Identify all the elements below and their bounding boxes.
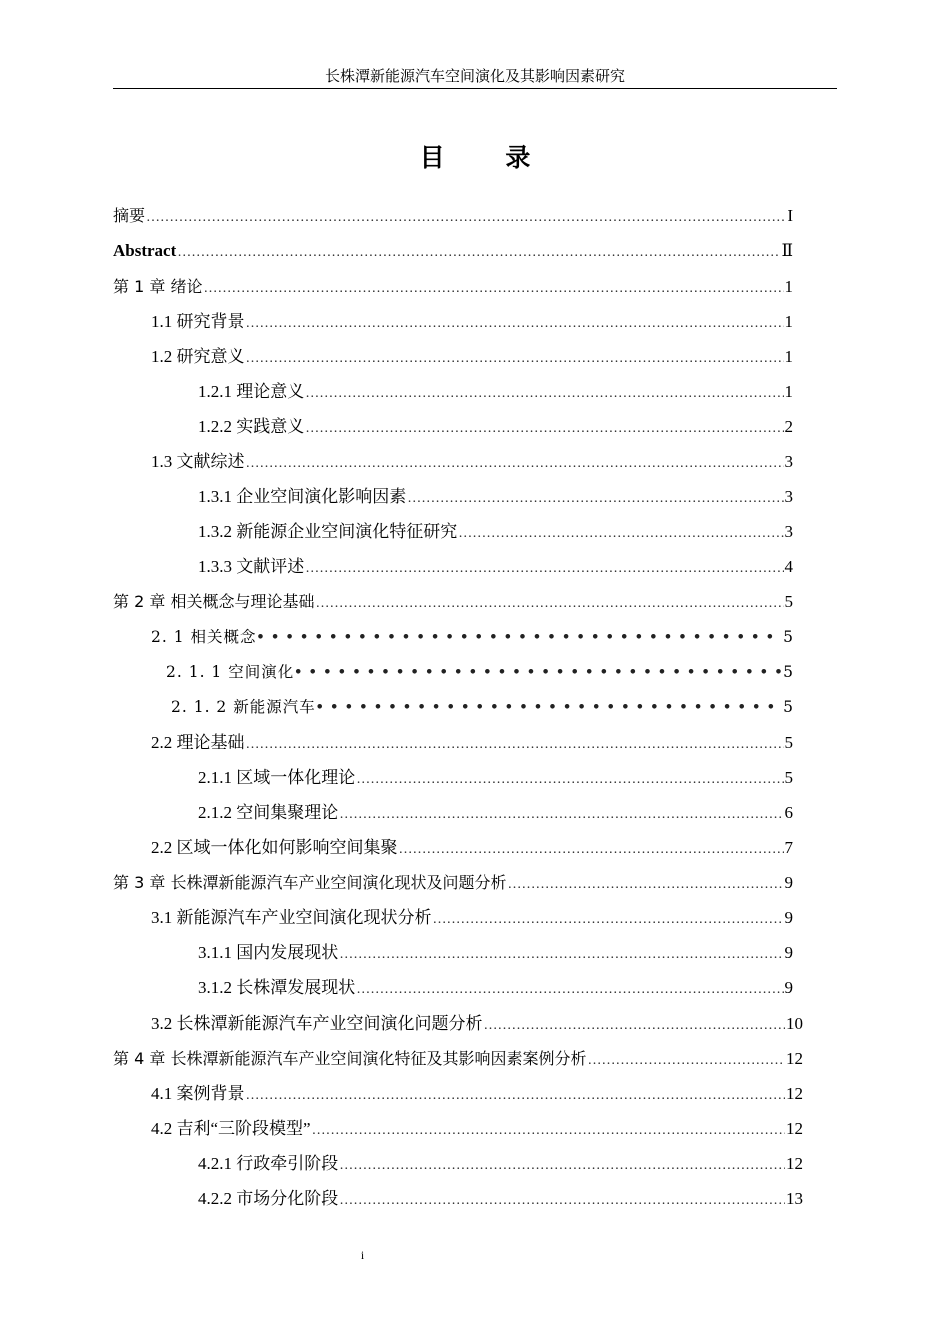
toc-entry-chapter-1[interactable] bbox=[113, 274, 793, 300]
dot-leader bbox=[356, 767, 783, 791]
toc-entry-2-2-1[interactable] bbox=[198, 765, 793, 791]
toc-entry-page: 9 bbox=[784, 978, 793, 997]
toc-entry-chapter-2[interactable] bbox=[113, 589, 793, 615]
toc-entry-label: 4.1 案例背景 bbox=[151, 1084, 245, 1103]
toc-entry-4-1[interactable] bbox=[151, 1081, 803, 1107]
toc-entry-2-3[interactable] bbox=[151, 835, 793, 861]
toc-entry-page: 5 bbox=[783, 698, 794, 716]
dot-leader bbox=[295, 659, 782, 685]
dot-leader bbox=[315, 591, 783, 615]
toc-entry-page: 1 bbox=[784, 277, 793, 296]
dot-leader bbox=[407, 486, 783, 510]
toc-entry-label: 摘要 bbox=[113, 206, 146, 225]
toc-entry-page: Ⅱ bbox=[781, 241, 793, 260]
toc-entry-label: 1.3.1 企业空间演化影响因素 bbox=[198, 487, 407, 506]
dot-leader bbox=[587, 1048, 785, 1072]
dot-leader bbox=[339, 1153, 785, 1177]
toc-entry-2-2[interactable] bbox=[151, 730, 793, 756]
toc-entry-page: 3 bbox=[784, 522, 793, 541]
dot-leader bbox=[484, 1013, 786, 1037]
toc-entry-chapter-4[interactable] bbox=[113, 1046, 803, 1072]
toc-entry-label: 第 3 章 长株潭新能源汽车产业空间演化现状及问题分析 bbox=[113, 873, 507, 892]
dot-leader bbox=[246, 1083, 786, 1107]
toc-entry-page: 5 bbox=[783, 628, 794, 646]
toc-entry-4-2[interactable] bbox=[151, 1116, 803, 1142]
toc-entry-page: 1 bbox=[784, 312, 793, 331]
toc-entry-page: 5 bbox=[784, 768, 793, 787]
toc-entry-1-3-3[interactable] bbox=[198, 554, 793, 580]
toc-entry-page: 6 bbox=[784, 803, 793, 822]
toc-entry-label: 2. 1. 1 空间演化 bbox=[166, 663, 295, 681]
toc-entry-label: 2. 1 相关概念 bbox=[151, 628, 257, 646]
toc-entry-page: 9 bbox=[784, 908, 793, 927]
toc-entry-1-2-2[interactable] bbox=[198, 414, 793, 440]
toc-entry-page: 3 bbox=[784, 452, 793, 471]
toc-entry-label: 1.2.2 实践意义 bbox=[198, 417, 305, 436]
toc-entry-label: 1.2.1 理论意义 bbox=[198, 382, 305, 401]
toc-entry-label: 3.1.2 长株潭发展现状 bbox=[198, 978, 356, 997]
dot-leader bbox=[356, 977, 783, 1001]
toc-entry-abstract-en[interactable] bbox=[113, 238, 793, 264]
toc-entry-label: 1.3.2 新能源企业空间演化特征研究 bbox=[198, 522, 458, 541]
dot-leader bbox=[433, 907, 784, 931]
dot-leader bbox=[305, 381, 783, 405]
toc-entry-page: 7 bbox=[784, 838, 793, 857]
toc-entry-label: 4.2.2 市场分化阶段 bbox=[198, 1189, 339, 1208]
toc-entry-page: 9 bbox=[784, 943, 793, 962]
page-number: i bbox=[360, 1248, 365, 1262]
dot-leader bbox=[339, 1188, 785, 1212]
running-header: 长株潭新能源汽车空间演化及其影响因素研究 bbox=[324, 69, 625, 85]
dot-leader bbox=[312, 1118, 785, 1142]
toc-entry-page: 2 bbox=[784, 417, 793, 436]
toc-entry-page: 4 bbox=[784, 557, 793, 576]
toc-entry-label: 4.2.1 行政牵引阶段 bbox=[198, 1154, 339, 1173]
toc-entry-3-1-2[interactable] bbox=[198, 975, 793, 1001]
dot-leader bbox=[507, 872, 783, 896]
toc-entry-page: I bbox=[787, 206, 793, 225]
dot-leader bbox=[246, 451, 784, 475]
toc-entry-page: 12 bbox=[786, 1084, 803, 1103]
toc-entry-page: 12 bbox=[786, 1154, 803, 1173]
toc-entry-page: 5 bbox=[784, 733, 793, 752]
header-rule bbox=[113, 88, 837, 89]
toc-entry-page: 9 bbox=[784, 873, 793, 892]
dot-leader bbox=[246, 346, 784, 370]
toc-entry-label: 4.2 吉利“三阶段模型” bbox=[151, 1119, 311, 1138]
toc-entry-label: 1.3 文献综述 bbox=[151, 452, 245, 471]
toc-entry-label: 第 2 章 相关概念与理论基础 bbox=[113, 592, 315, 611]
dot-leader bbox=[339, 802, 783, 826]
toc-entry-page: 12 bbox=[786, 1119, 803, 1138]
toc-entry-label: 2.1.1 区域一体化理论 bbox=[198, 768, 356, 787]
dot-leader bbox=[146, 205, 786, 229]
toc-entry-label: 3.1.1 国内发展现状 bbox=[198, 943, 339, 962]
toc-entry-label: 2.2 区域一体化如何影响空间集聚 bbox=[151, 838, 398, 857]
toc-entry-page: 10 bbox=[786, 1014, 803, 1033]
toc-entry-1-2[interactable] bbox=[151, 344, 793, 370]
dot-leader bbox=[305, 416, 783, 440]
toc-entry-label: 1.3.3 文献评述 bbox=[198, 557, 305, 576]
dot-leader bbox=[458, 521, 783, 545]
toc-entry-label: 2. 1. 2 新能源汽车 bbox=[171, 698, 316, 716]
toc-entry-label: 3.1 新能源汽车产业空间演化现状分析 bbox=[151, 908, 432, 927]
toc-entry-3-2[interactable] bbox=[151, 1011, 803, 1037]
toc-entry-chapter-3[interactable] bbox=[113, 870, 793, 896]
toc-entry-1-3-2[interactable] bbox=[198, 519, 793, 545]
dot-leader bbox=[305, 556, 783, 580]
toc-entry-label: 2.1.2 空间集聚理论 bbox=[198, 803, 339, 822]
toc-entry-label: 1.2 研究意义 bbox=[151, 347, 245, 366]
toc-entry-label: 第 1 章 绪论 bbox=[113, 277, 203, 296]
toc-entry-label: 3.2 长株潭新能源汽车产业空间演化问题分析 bbox=[151, 1014, 483, 1033]
toc-entry-1-2-1[interactable] bbox=[198, 379, 793, 405]
toc-title: 目 录 bbox=[419, 143, 557, 172]
toc-entry-page: 5 bbox=[783, 663, 794, 681]
toc-entry-page: 12 bbox=[786, 1049, 803, 1068]
dot-leader bbox=[177, 240, 780, 264]
toc-entry-1-1[interactable] bbox=[151, 309, 793, 335]
toc-entry-3-1-1[interactable] bbox=[198, 940, 793, 966]
toc-entry-2-1[interactable] bbox=[151, 624, 794, 650]
toc-entry-page: 13 bbox=[786, 1189, 803, 1208]
toc-entry-page: 1 bbox=[784, 382, 793, 401]
toc-entry-2-1-1[interactable] bbox=[166, 659, 794, 685]
toc-entry-4-2-1[interactable] bbox=[198, 1151, 803, 1177]
dot-leader bbox=[203, 276, 783, 300]
dot-leader bbox=[399, 837, 784, 861]
toc-entry-2-1-2[interactable] bbox=[171, 694, 794, 720]
dot-leader bbox=[246, 732, 784, 756]
toc-entry-page: 1 bbox=[784, 347, 793, 366]
toc-entry-4-2-2[interactable] bbox=[198, 1186, 803, 1212]
toc-entry-1-3[interactable] bbox=[151, 449, 793, 475]
dot-leader bbox=[246, 311, 784, 335]
toc-entry-label: 2.2 理论基础 bbox=[151, 733, 245, 752]
toc-entry-label: 1.1 研究背景 bbox=[151, 312, 245, 331]
toc-entry-abstract-cn[interactable] bbox=[113, 203, 793, 229]
dot-leader bbox=[258, 624, 783, 650]
toc-entry-page: 5 bbox=[784, 592, 793, 611]
toc-entry-label: Abstract bbox=[113, 241, 177, 260]
dot-leader bbox=[317, 694, 782, 720]
toc-entry-2-2-2[interactable] bbox=[198, 800, 793, 826]
dot-leader bbox=[339, 942, 783, 966]
toc-entry-label: 第 4 章 长株潭新能源汽车产业空间演化特征及其影响因素案例分析 bbox=[113, 1049, 587, 1068]
toc-entry-page: 3 bbox=[784, 487, 793, 506]
toc-entry-1-3-1[interactable] bbox=[198, 484, 793, 510]
toc-entry-3-1[interactable] bbox=[151, 905, 793, 931]
